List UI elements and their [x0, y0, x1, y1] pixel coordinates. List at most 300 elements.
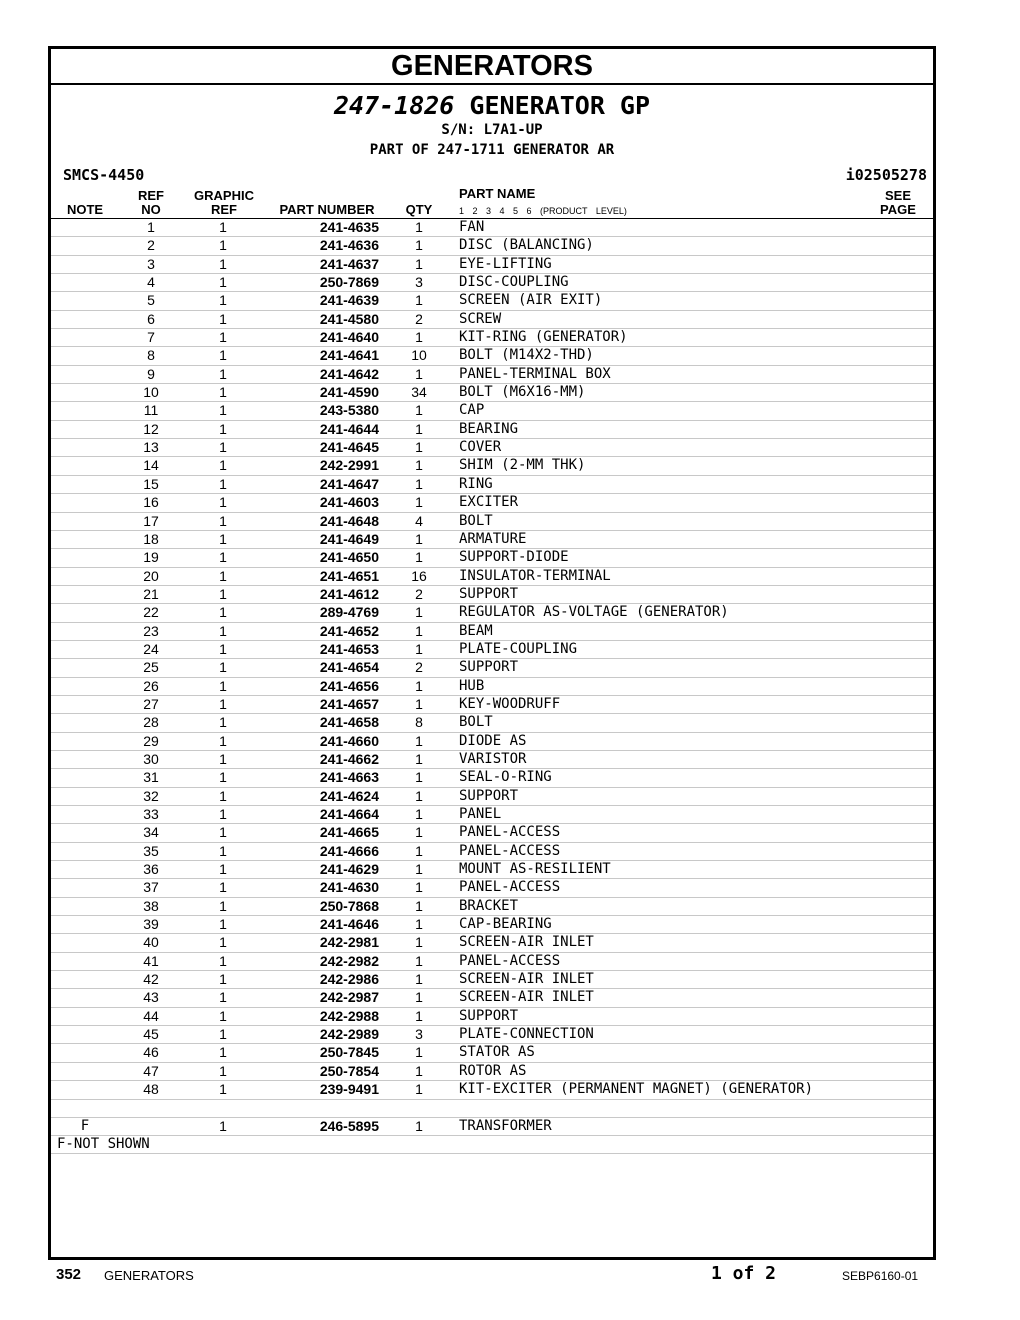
row-qty: 16 [411, 567, 427, 584]
table-row [51, 1026, 933, 1044]
table-row [51, 788, 933, 806]
row-part-number: 241-4663 [319, 769, 379, 786]
row-part-name: RING [459, 475, 493, 492]
table-row [51, 989, 933, 1007]
table-row [51, 604, 933, 622]
row-qty: 3 [415, 274, 423, 291]
row-part-number: 250-7869 [319, 274, 379, 291]
row-ref-no: 48 [143, 1081, 159, 1098]
table-row [51, 696, 933, 714]
row-part-number: 241-4603 [319, 494, 379, 511]
header-qty: QTY [405, 202, 433, 217]
row-part-number: 242-2991 [319, 457, 379, 474]
row-graphic-ref: 1 [219, 971, 227, 988]
row-ref-no: 2 [147, 237, 155, 254]
row-part-name: PANEL-ACCESS [459, 842, 561, 859]
row-graphic-ref: 1 [219, 1081, 227, 1098]
row-ref-no: 11 [143, 402, 159, 419]
row-qty: 1 [415, 439, 423, 456]
row-graphic-ref: 1 [219, 916, 227, 933]
row-graphic-ref: 1 [219, 255, 227, 272]
row-graphic-ref: 1 [219, 677, 227, 694]
row-ref-no: 42 [143, 971, 159, 988]
row-ref-no: 9 [147, 365, 155, 382]
row-part-name: SCREEN-AIR INLET [459, 971, 594, 988]
row-part-name: CAP-BEARING [459, 916, 552, 933]
table-header [51, 186, 933, 219]
row-part-number: 241-4630 [319, 879, 379, 896]
row-ref-no: 12 [143, 420, 159, 437]
table-row [51, 843, 933, 861]
row-ref-no: 6 [147, 310, 155, 327]
row-qty: 1 [415, 402, 423, 419]
row-qty: 2 [415, 585, 423, 602]
row-part-number: 242-2986 [319, 971, 379, 988]
part-of-line: PART OF 247-1711 GENERATOR AR [369, 142, 615, 158]
row-ref-no: 10 [143, 384, 159, 401]
row-ref-no: 18 [143, 530, 159, 547]
row-qty: 3 [415, 1026, 423, 1043]
parts-page-frame [48, 46, 936, 1260]
table-row [51, 494, 933, 512]
row-part-number: 241-4612 [319, 585, 379, 602]
row-part-name: SUPPORT [459, 1007, 519, 1024]
row-ref-no: 45 [143, 1026, 159, 1043]
row-graphic-ref: 1 [219, 549, 227, 566]
row-graphic-ref: 1 [219, 640, 227, 657]
row-graphic-ref: 1 [219, 897, 227, 914]
row-part-name: MOUNT AS-RESILIENT [459, 861, 611, 878]
row-graphic-ref: 1 [219, 769, 227, 786]
row-qty: 1 [415, 1117, 423, 1134]
row-part-number: 241-4650 [319, 549, 379, 566]
row-part-name: ROTOR AS [459, 1062, 527, 1079]
row-part-number: 241-4649 [319, 530, 379, 547]
page-footer [0, 1263, 1020, 1287]
row-qty: 1 [415, 750, 423, 767]
table-row [51, 1044, 933, 1062]
row-qty: 1 [415, 219, 423, 235]
row-part-name: TRANSFORMER [459, 1117, 552, 1134]
row-part-number: 242-2987 [319, 989, 379, 1006]
row-ref-no: 27 [143, 695, 159, 712]
row-graphic-ref: 1 [219, 1117, 227, 1134]
row-graphic-ref: 1 [219, 695, 227, 712]
row-part-number: 241-4635 [319, 219, 379, 235]
row-ref-no: 5 [147, 292, 155, 309]
table-row [51, 824, 933, 842]
row-part-name: DIODE AS [459, 732, 527, 749]
row-ref-no: 22 [143, 604, 159, 621]
row-ref-no: 20 [143, 567, 159, 584]
row-graphic-ref: 1 [219, 347, 227, 364]
row-qty: 1 [415, 604, 423, 621]
row-ref-no: 21 [143, 585, 159, 602]
row-part-name: FAN [459, 219, 485, 235]
document-number: SEBP6160-01 [842, 1269, 919, 1283]
table-row [51, 384, 933, 402]
row-part-number: 289-4769 [319, 604, 379, 621]
row-part-name: ARMATURE [459, 530, 527, 547]
table-row [51, 256, 933, 274]
row-qty: 1 [415, 677, 423, 694]
row-part-name: KEY-WOODRUFF [459, 695, 561, 712]
row-ref-no: 8 [147, 347, 155, 364]
group-title [51, 92, 933, 120]
row-graphic-ref: 1 [219, 530, 227, 547]
row-graphic-ref: 1 [219, 750, 227, 767]
table-row [51, 934, 933, 952]
row-part-number: 241-4645 [319, 439, 379, 456]
row-part-name: SUPPORT-DIODE [459, 549, 569, 566]
row-ref-no: 34 [143, 824, 159, 841]
row-part-number: 241-4636 [319, 237, 379, 254]
row-qty: 34 [411, 384, 427, 401]
row-ref-no: 4 [147, 274, 155, 291]
row-ref-no: 37 [143, 879, 159, 896]
row-qty: 1 [415, 329, 423, 346]
row-ref-no: 35 [143, 842, 159, 859]
row-graphic-ref: 1 [219, 622, 227, 639]
row-part-name: EYE-LIFTING [459, 255, 552, 272]
row-part-number: 241-4652 [319, 622, 379, 639]
row-part-name: CAP [459, 402, 485, 419]
footnote: F-NOT SHOWN [51, 1136, 933, 1154]
row-qty: 1 [415, 824, 423, 841]
row-part-number: 241-4590 [319, 384, 379, 401]
row-graphic-ref: 1 [219, 329, 227, 346]
row-part-number: 241-4647 [319, 475, 379, 492]
row-part-number: 242-2981 [319, 934, 379, 951]
row-qty: 1 [415, 989, 423, 1006]
row-part-name: VARISTOR [459, 750, 527, 767]
row-ref-no: 23 [143, 622, 159, 639]
row-qty: 1 [415, 1062, 423, 1079]
row-qty: 1 [415, 640, 423, 657]
row-qty: 1 [415, 806, 423, 822]
row-qty: 1 [415, 292, 423, 309]
row-part-name: BOLT (M14X2-THD) [459, 347, 594, 364]
table-row [51, 806, 933, 824]
row-graphic-ref: 1 [219, 806, 227, 822]
row-qty: 4 [415, 512, 423, 529]
row-part-name: PLATE-COUPLING [459, 640, 578, 657]
row-part-name: SUPPORT [459, 585, 519, 602]
row-ref-no: 17 [143, 512, 159, 529]
row-part-number: 241-4580 [319, 310, 379, 327]
row-part-name: PANEL-ACCESS [459, 824, 561, 841]
table-row [51, 439, 933, 457]
row-ref-no: 26 [143, 677, 159, 694]
header-see-top: SEE [884, 188, 911, 203]
row-part-name: SCREEN-AIR INLET [459, 934, 594, 951]
row-part-name: DISC (BALANCING) [459, 237, 594, 254]
row-graphic-ref: 1 [219, 989, 227, 1006]
row-ref-no: 36 [143, 861, 159, 878]
row-graphic-ref: 1 [219, 659, 227, 676]
header-see-bottom: PAGE [880, 202, 916, 217]
page-of: 1 of 2 [711, 1263, 777, 1284]
row-part-number: 242-2988 [319, 1007, 379, 1024]
row-qty: 1 [415, 952, 423, 969]
row-ref-no: 19 [143, 549, 159, 566]
row-part-name: BOLT [459, 714, 493, 731]
group-number: 247-1826 [333, 91, 455, 120]
row-part-number: 241-4642 [319, 365, 379, 382]
row-graphic-ref: 1 [219, 457, 227, 474]
row-part-number: 241-4646 [319, 916, 379, 933]
row-ref-no: 44 [143, 1007, 159, 1024]
row-part-number: 241-4637 [319, 255, 379, 272]
row-graphic-ref: 1 [219, 861, 227, 878]
section-title: GENERATORS [51, 49, 933, 85]
row-graphic-ref: 1 [219, 714, 227, 731]
row-graphic-ref: 1 [219, 1062, 227, 1079]
row-part-number: 241-4629 [319, 861, 379, 878]
row-part-name: SCREW [459, 310, 502, 327]
row-qty: 1 [415, 769, 423, 786]
row-graphic-ref: 1 [219, 787, 227, 804]
row-graphic-ref: 1 [219, 310, 227, 327]
row-part-name: BRACKET [459, 897, 519, 914]
row-part-number: 246-5895 [319, 1117, 379, 1134]
row-graphic-ref: 1 [219, 1026, 227, 1043]
row-part-name: SEAL-O-RING [459, 769, 552, 786]
table-row [51, 549, 933, 567]
row-part-number: 241-4640 [319, 329, 379, 346]
row-part-name: BOLT [459, 512, 493, 529]
row-qty: 1 [415, 879, 423, 896]
table-row [51, 971, 933, 989]
table-row [51, 1100, 933, 1118]
page-number: 352 [56, 1266, 82, 1283]
table-row [51, 421, 933, 439]
row-part-number: 241-4665 [319, 824, 379, 841]
row-part-number: 241-4657 [319, 695, 379, 712]
table-row [51, 769, 933, 787]
table-row [51, 531, 933, 549]
row-part-number: 241-4656 [319, 677, 379, 694]
row-qty: 1 [415, 237, 423, 254]
row-part-number: 241-4664 [319, 806, 379, 822]
row-part-number: 241-4662 [319, 750, 379, 767]
row-qty: 1 [415, 897, 423, 914]
header-graphic-top: GRAPHIC [194, 188, 254, 203]
row-part-name: SCREEN-AIR INLET [459, 989, 594, 1006]
row-ref-no: 33 [143, 806, 159, 822]
table-row [51, 714, 933, 732]
row-ref-no: 47 [143, 1062, 159, 1079]
row-qty: 1 [415, 732, 423, 749]
row-part-name: PLATE-CONNECTION [459, 1026, 594, 1043]
header-product-levels: 1 2 3 4 5 6 (PRODUCT LEVEL) [459, 206, 627, 216]
row-qty: 1 [415, 842, 423, 859]
row-ref-no: 43 [143, 989, 159, 1006]
table-row [51, 898, 933, 916]
row-part-name: SUPPORT [459, 659, 519, 676]
row-qty: 1 [415, 787, 423, 804]
table-row [51, 347, 933, 365]
table-row [51, 586, 933, 604]
row-ref-no: 24 [143, 640, 159, 657]
row-part-name: BEARING [459, 420, 519, 437]
row-ref-no: 28 [143, 714, 159, 731]
row-graphic-ref: 1 [219, 567, 227, 584]
row-part-name: PANEL-ACCESS [459, 952, 561, 969]
row-part-name: BOLT (M6X16-MM) [459, 384, 586, 401]
row-graphic-ref: 1 [219, 384, 227, 401]
serial-range: S/N: L7A1-UP [441, 122, 543, 138]
row-note: F [80, 1117, 90, 1134]
table-row [51, 678, 933, 696]
row-part-name: REGULATOR AS-VOLTAGE (GENERATOR) [459, 604, 729, 621]
row-part-name: SCREEN (AIR EXIT) [459, 292, 603, 309]
row-qty: 10 [411, 347, 427, 364]
header-part-number: PART NUMBER [279, 202, 375, 217]
row-qty: 1 [415, 971, 423, 988]
row-qty: 1 [415, 457, 423, 474]
row-ref-no: 31 [143, 769, 159, 786]
row-ref-no: 32 [143, 787, 159, 804]
table-row [51, 641, 933, 659]
row-part-number: 243-5380 [319, 402, 379, 419]
row-ref-no: 41 [143, 952, 159, 969]
table-row [51, 292, 933, 310]
table-row [51, 1081, 933, 1099]
table-row [51, 1118, 933, 1136]
row-part-number: 241-4666 [319, 842, 379, 859]
row-qty: 1 [415, 1044, 423, 1061]
row-ref-no: 38 [143, 897, 159, 914]
row-ref-no: 25 [143, 659, 159, 676]
row-graphic-ref: 1 [219, 219, 227, 235]
table-row [51, 1008, 933, 1026]
row-ref-no: 39 [143, 916, 159, 933]
table-row [51, 237, 933, 255]
row-part-number: 241-4654 [319, 659, 379, 676]
table-row [51, 623, 933, 641]
table-row [51, 219, 933, 237]
header-note: NOTE [66, 202, 104, 217]
row-part-number: 241-4648 [319, 512, 379, 529]
row-graphic-ref: 1 [219, 1007, 227, 1024]
row-graphic-ref: 1 [219, 274, 227, 291]
row-part-number: 241-4644 [319, 420, 379, 437]
row-part-name: INSULATOR-TERMINAL [459, 567, 611, 584]
row-qty: 1 [415, 934, 423, 951]
table-row [51, 751, 933, 769]
row-part-name: SHIM (2-MM THK) [459, 457, 586, 474]
header-ref-bottom: NO [141, 202, 161, 217]
header-part-name: PART NAME [459, 186, 536, 201]
row-part-number: 250-7868 [319, 897, 379, 914]
row-part-number: 241-4639 [319, 292, 379, 309]
row-graphic-ref: 1 [219, 475, 227, 492]
row-part-name: BEAM [459, 622, 493, 639]
header-ref-top: REF [138, 188, 164, 203]
smcs-code: SMCS-4450 [63, 166, 145, 184]
row-graphic-ref: 1 [219, 1044, 227, 1061]
row-ref-no: 13 [143, 439, 159, 456]
row-qty: 1 [415, 494, 423, 511]
footer-section: GENERATORS [104, 1268, 194, 1283]
row-part-name: SUPPORT [459, 787, 519, 804]
row-graphic-ref: 1 [219, 842, 227, 859]
row-part-name: PANEL [459, 806, 502, 822]
row-qty: 1 [415, 475, 423, 492]
row-graphic-ref: 1 [219, 494, 227, 511]
row-ref-no: 1 [147, 219, 155, 235]
row-graphic-ref: 1 [219, 732, 227, 749]
row-qty: 1 [415, 1007, 423, 1024]
row-part-number: 241-4660 [319, 732, 379, 749]
row-part-number: 250-7845 [319, 1044, 379, 1061]
row-graphic-ref: 1 [219, 512, 227, 529]
row-graphic-ref: 1 [219, 824, 227, 841]
row-qty: 8 [415, 714, 423, 731]
row-graphic-ref: 1 [219, 934, 227, 951]
row-graphic-ref: 1 [219, 585, 227, 602]
row-part-name: EXCITER [459, 494, 519, 511]
code-line [51, 166, 933, 186]
row-graphic-ref: 1 [219, 237, 227, 254]
table-row [51, 916, 933, 934]
table-row [51, 402, 933, 420]
row-part-name: STATOR AS [459, 1044, 535, 1061]
row-ref-no: 29 [143, 732, 159, 749]
row-part-number: 241-4653 [319, 640, 379, 657]
row-graphic-ref: 1 [219, 879, 227, 896]
row-part-name: COVER [459, 439, 502, 456]
row-ref-no: 16 [143, 494, 159, 511]
row-graphic-ref: 1 [219, 439, 227, 456]
row-qty: 1 [415, 1081, 423, 1098]
row-part-number: 241-4624 [319, 787, 379, 804]
row-qty: 1 [415, 861, 423, 878]
row-qty: 1 [415, 622, 423, 639]
row-part-name: KIT-RING (GENERATOR) [459, 329, 628, 346]
row-ref-no: 3 [147, 255, 155, 272]
row-qty: 1 [415, 695, 423, 712]
row-part-name: PANEL-ACCESS [459, 879, 561, 896]
row-qty: 2 [415, 659, 423, 676]
table-row [51, 329, 933, 347]
row-graphic-ref: 1 [219, 292, 227, 309]
row-graphic-ref: 1 [219, 420, 227, 437]
table-row [51, 861, 933, 879]
row-qty: 1 [415, 916, 423, 933]
row-graphic-ref: 1 [219, 365, 227, 382]
row-graphic-ref: 1 [219, 952, 227, 969]
row-part-number: 242-2982 [319, 952, 379, 969]
row-qty: 1 [415, 255, 423, 272]
table-row [51, 311, 933, 329]
group-name: GENERATOR GP [469, 91, 651, 120]
table-row [51, 457, 933, 475]
table-row [51, 476, 933, 494]
header-graphic-bottom: REF [211, 202, 237, 217]
row-ref-no: 46 [143, 1044, 159, 1061]
group-title-block [51, 92, 933, 160]
row-graphic-ref: 1 [219, 604, 227, 621]
row-ref-no: 15 [143, 475, 159, 492]
row-qty: 1 [415, 549, 423, 566]
parts-list [51, 219, 933, 1136]
row-part-number: 241-4658 [319, 714, 379, 731]
table-row [51, 659, 933, 677]
table-row [51, 513, 933, 531]
row-qty: 1 [415, 365, 423, 382]
